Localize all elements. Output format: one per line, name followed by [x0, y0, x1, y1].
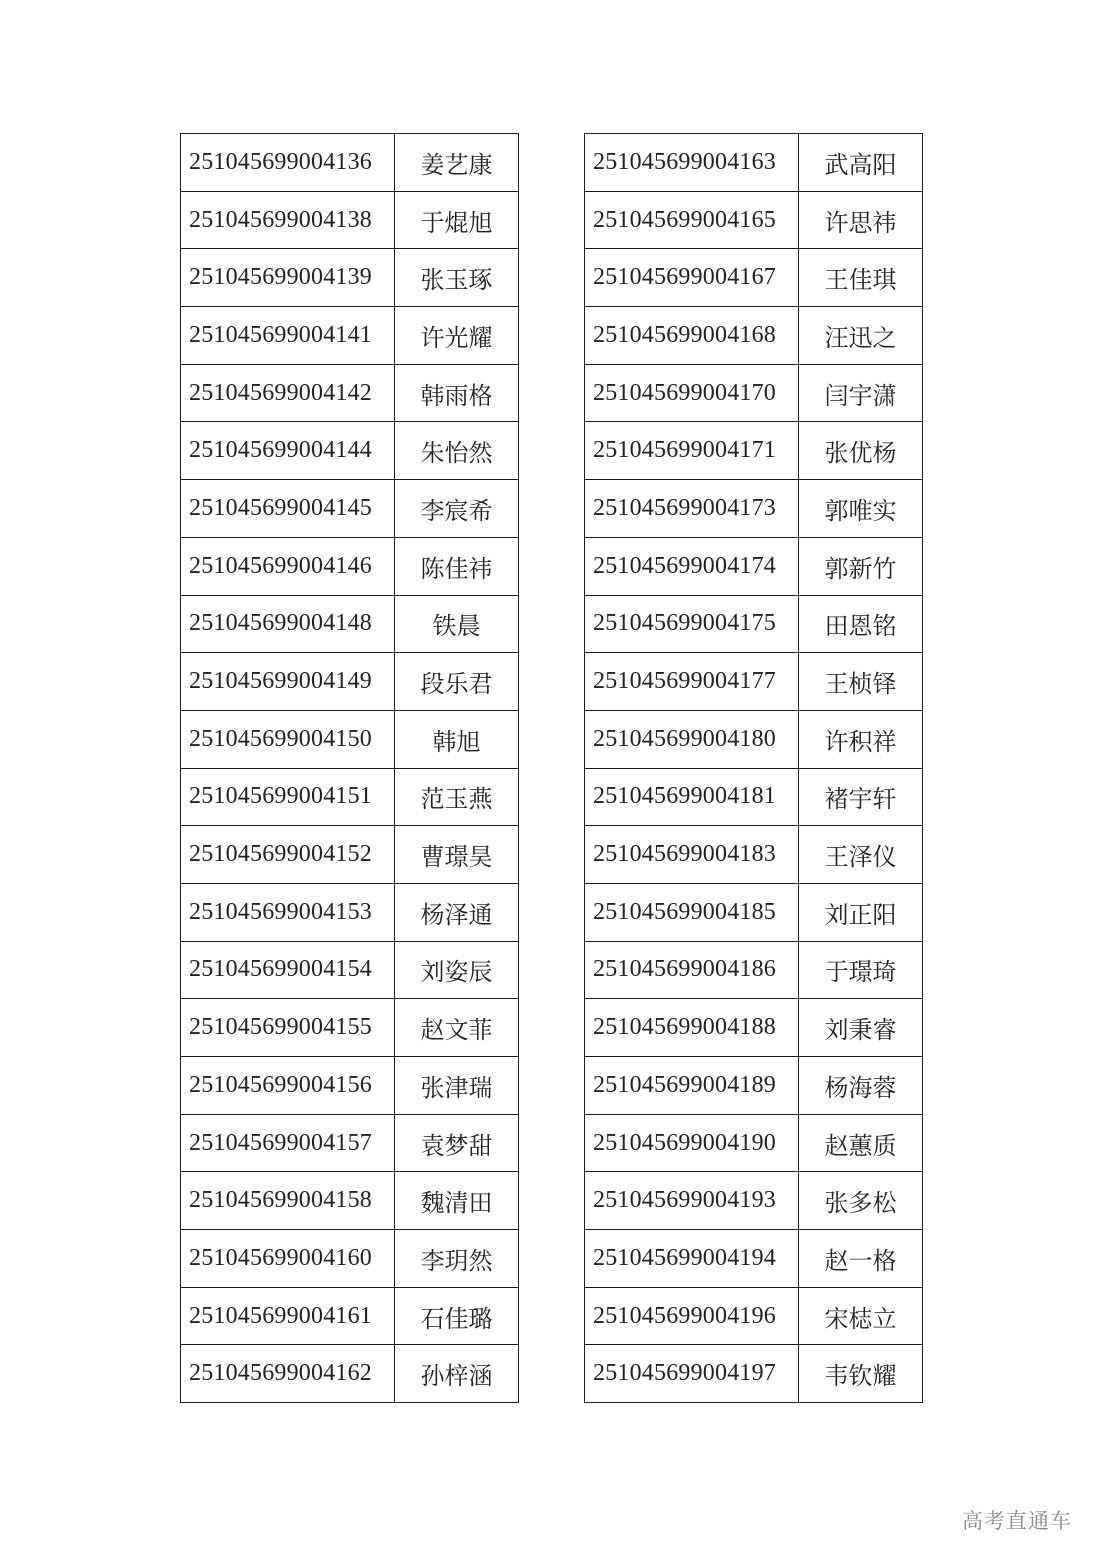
candidate-name-cell: 曹璟昊 — [395, 826, 519, 884]
table-row — [181, 1057, 519, 1115]
table-row — [585, 480, 923, 538]
candidate-id-cell: 251045699004154 — [181, 941, 395, 999]
candidate-name-cell: 刘秉睿 — [799, 999, 923, 1057]
table-row — [181, 537, 519, 595]
table-row — [585, 249, 923, 307]
candidate-id-cell: 251045699004141 — [181, 307, 395, 365]
candidate-id-cell: 251045699004151 — [181, 768, 395, 826]
candidate-name-cell: 于璟琦 — [799, 941, 923, 999]
candidate-id-cell: 251045699004171 — [585, 422, 799, 480]
candidate-name-cell: 郭新竹 — [799, 537, 923, 595]
candidate-id-cell: 251045699004189 — [585, 1057, 799, 1115]
candidate-name-cell: 张津瑞 — [395, 1057, 519, 1115]
candidate-id-cell: 251045699004186 — [585, 941, 799, 999]
table-row — [585, 422, 923, 480]
candidate-name-cell: 王泽仪 — [799, 826, 923, 884]
table-row — [585, 999, 923, 1057]
table-row — [585, 941, 923, 999]
table-row — [181, 1230, 519, 1288]
candidate-name-cell: 魏清田 — [395, 1172, 519, 1230]
candidate-id-cell: 251045699004165 — [585, 191, 799, 249]
table-row — [181, 480, 519, 538]
table-row — [585, 653, 923, 711]
candidate-id-cell: 251045699004185 — [585, 883, 799, 941]
candidate-name-cell: 杨海蓉 — [799, 1057, 923, 1115]
candidate-name-cell: 褚宇轩 — [799, 768, 923, 826]
table-row — [181, 999, 519, 1057]
table-row — [585, 1345, 923, 1403]
candidate-name-cell: 许积祥 — [799, 710, 923, 768]
candidate-name-cell: 郭唯实 — [799, 480, 923, 538]
candidate-name-cell: 李宸希 — [395, 480, 519, 538]
candidate-name-cell: 宋梽立 — [799, 1287, 923, 1345]
candidate-name-cell: 刘正阳 — [799, 883, 923, 941]
candidate-id-cell: 251045699004163 — [585, 134, 799, 192]
candidate-id-cell: 251045699004181 — [585, 768, 799, 826]
table-row — [585, 134, 923, 192]
candidate-id-cell: 251045699004150 — [181, 710, 395, 768]
candidate-name-cell: 闫宇潇 — [799, 364, 923, 422]
candidate-name-cell: 王桢铎 — [799, 653, 923, 711]
candidate-name-cell: 张多松 — [799, 1172, 923, 1230]
candidate-name-cell: 孙梓涵 — [395, 1345, 519, 1403]
candidate-id-cell: 251045699004144 — [181, 422, 395, 480]
table-row — [585, 1114, 923, 1172]
table-row — [585, 826, 923, 884]
candidate-name-cell: 石佳璐 — [395, 1287, 519, 1345]
roster-table-right — [584, 133, 923, 1403]
candidate-id-cell: 251045699004194 — [585, 1230, 799, 1288]
candidate-id-cell: 251045699004136 — [181, 134, 395, 192]
table-row — [585, 768, 923, 826]
candidate-name-cell: 汪迅之 — [799, 307, 923, 365]
roster-table-left-body — [181, 134, 519, 1403]
candidate-id-cell: 251045699004153 — [181, 883, 395, 941]
table-row — [181, 422, 519, 480]
candidate-name-cell: 刘姿辰 — [395, 941, 519, 999]
candidate-name-cell: 许思祎 — [799, 191, 923, 249]
candidate-id-cell: 251045699004139 — [181, 249, 395, 307]
candidate-name-cell: 赵文菲 — [395, 999, 519, 1057]
table-row — [181, 364, 519, 422]
candidate-id-cell: 251045699004196 — [585, 1287, 799, 1345]
candidate-id-cell: 251045699004174 — [585, 537, 799, 595]
candidate-id-cell: 251045699004142 — [181, 364, 395, 422]
candidate-id-cell: 251045699004161 — [181, 1287, 395, 1345]
candidate-id-cell: 251045699004183 — [585, 826, 799, 884]
candidate-id-cell: 251045699004188 — [585, 999, 799, 1057]
table-row — [181, 1287, 519, 1345]
candidate-id-cell: 251045699004173 — [585, 480, 799, 538]
candidate-name-cell: 赵蕙质 — [799, 1114, 923, 1172]
candidate-id-cell: 251045699004148 — [181, 595, 395, 653]
candidate-name-cell: 李玥然 — [395, 1230, 519, 1288]
table-row — [181, 1345, 519, 1403]
candidate-id-cell: 251045699004155 — [181, 999, 395, 1057]
candidate-name-cell: 杨泽通 — [395, 883, 519, 941]
candidate-name-cell: 田恩铭 — [799, 595, 923, 653]
table-row — [181, 826, 519, 884]
table-row — [585, 191, 923, 249]
candidate-name-cell: 韦钦耀 — [799, 1345, 923, 1403]
candidate-name-cell: 铁晨 — [395, 595, 519, 653]
table-row — [585, 1230, 923, 1288]
candidate-name-cell: 张优杨 — [799, 422, 923, 480]
table-row — [585, 364, 923, 422]
table-row — [181, 941, 519, 999]
candidate-name-cell: 姜艺康 — [395, 134, 519, 192]
candidate-name-cell: 韩旭 — [395, 710, 519, 768]
candidate-id-cell: 251045699004157 — [181, 1114, 395, 1172]
candidate-name-cell: 袁梦甜 — [395, 1114, 519, 1172]
table-row — [181, 191, 519, 249]
candidate-id-cell: 251045699004145 — [181, 480, 395, 538]
candidate-name-cell: 王佳琪 — [799, 249, 923, 307]
table-row — [585, 710, 923, 768]
table-row — [585, 307, 923, 365]
candidate-id-cell: 251045699004149 — [181, 653, 395, 711]
candidate-id-cell: 251045699004160 — [181, 1230, 395, 1288]
table-row — [181, 653, 519, 711]
candidate-id-cell: 251045699004197 — [585, 1345, 799, 1403]
candidate-id-cell: 251045699004158 — [181, 1172, 395, 1230]
candidate-name-cell: 范玉燕 — [395, 768, 519, 826]
candidate-id-cell: 251045699004146 — [181, 537, 395, 595]
table-row — [181, 883, 519, 941]
candidate-id-cell: 251045699004175 — [585, 595, 799, 653]
candidate-id-cell: 251045699004177 — [585, 653, 799, 711]
table-row — [181, 1114, 519, 1172]
candidate-name-cell: 于焜旭 — [395, 191, 519, 249]
candidate-name-cell: 朱怡然 — [395, 422, 519, 480]
candidate-id-cell: 251045699004168 — [585, 307, 799, 365]
candidate-id-cell: 251045699004138 — [181, 191, 395, 249]
candidate-id-cell: 251045699004152 — [181, 826, 395, 884]
roster-table-left — [180, 133, 519, 1403]
candidate-id-cell: 251045699004162 — [181, 1345, 395, 1403]
candidate-name-cell: 张玉琢 — [395, 249, 519, 307]
candidate-id-cell: 251045699004156 — [181, 1057, 395, 1115]
table-row — [181, 1172, 519, 1230]
candidate-name-cell: 许光耀 — [395, 307, 519, 365]
table-row — [585, 883, 923, 941]
candidate-name-cell: 韩雨格 — [395, 364, 519, 422]
candidate-id-cell: 251045699004180 — [585, 710, 799, 768]
candidate-name-cell: 陈佳祎 — [395, 537, 519, 595]
table-row — [585, 1287, 923, 1345]
table-row — [585, 595, 923, 653]
table-row — [181, 134, 519, 192]
table-row — [181, 710, 519, 768]
candidate-id-cell: 251045699004170 — [585, 364, 799, 422]
watermark-text: 高考直通车 — [962, 1509, 1072, 1533]
candidate-id-cell: 251045699004190 — [585, 1114, 799, 1172]
candidate-name-cell: 段乐君 — [395, 653, 519, 711]
table-row — [585, 1057, 923, 1115]
table-row — [181, 249, 519, 307]
table-row — [585, 1172, 923, 1230]
candidate-id-cell: 251045699004167 — [585, 249, 799, 307]
roster-table-right-body — [585, 134, 923, 1403]
table-row — [585, 537, 923, 595]
candidate-name-cell: 赵一格 — [799, 1230, 923, 1288]
table-row — [181, 595, 519, 653]
table-row — [181, 307, 519, 365]
candidate-name-cell: 武高阳 — [799, 134, 923, 192]
candidate-id-cell: 251045699004193 — [585, 1172, 799, 1230]
table-row — [181, 768, 519, 826]
